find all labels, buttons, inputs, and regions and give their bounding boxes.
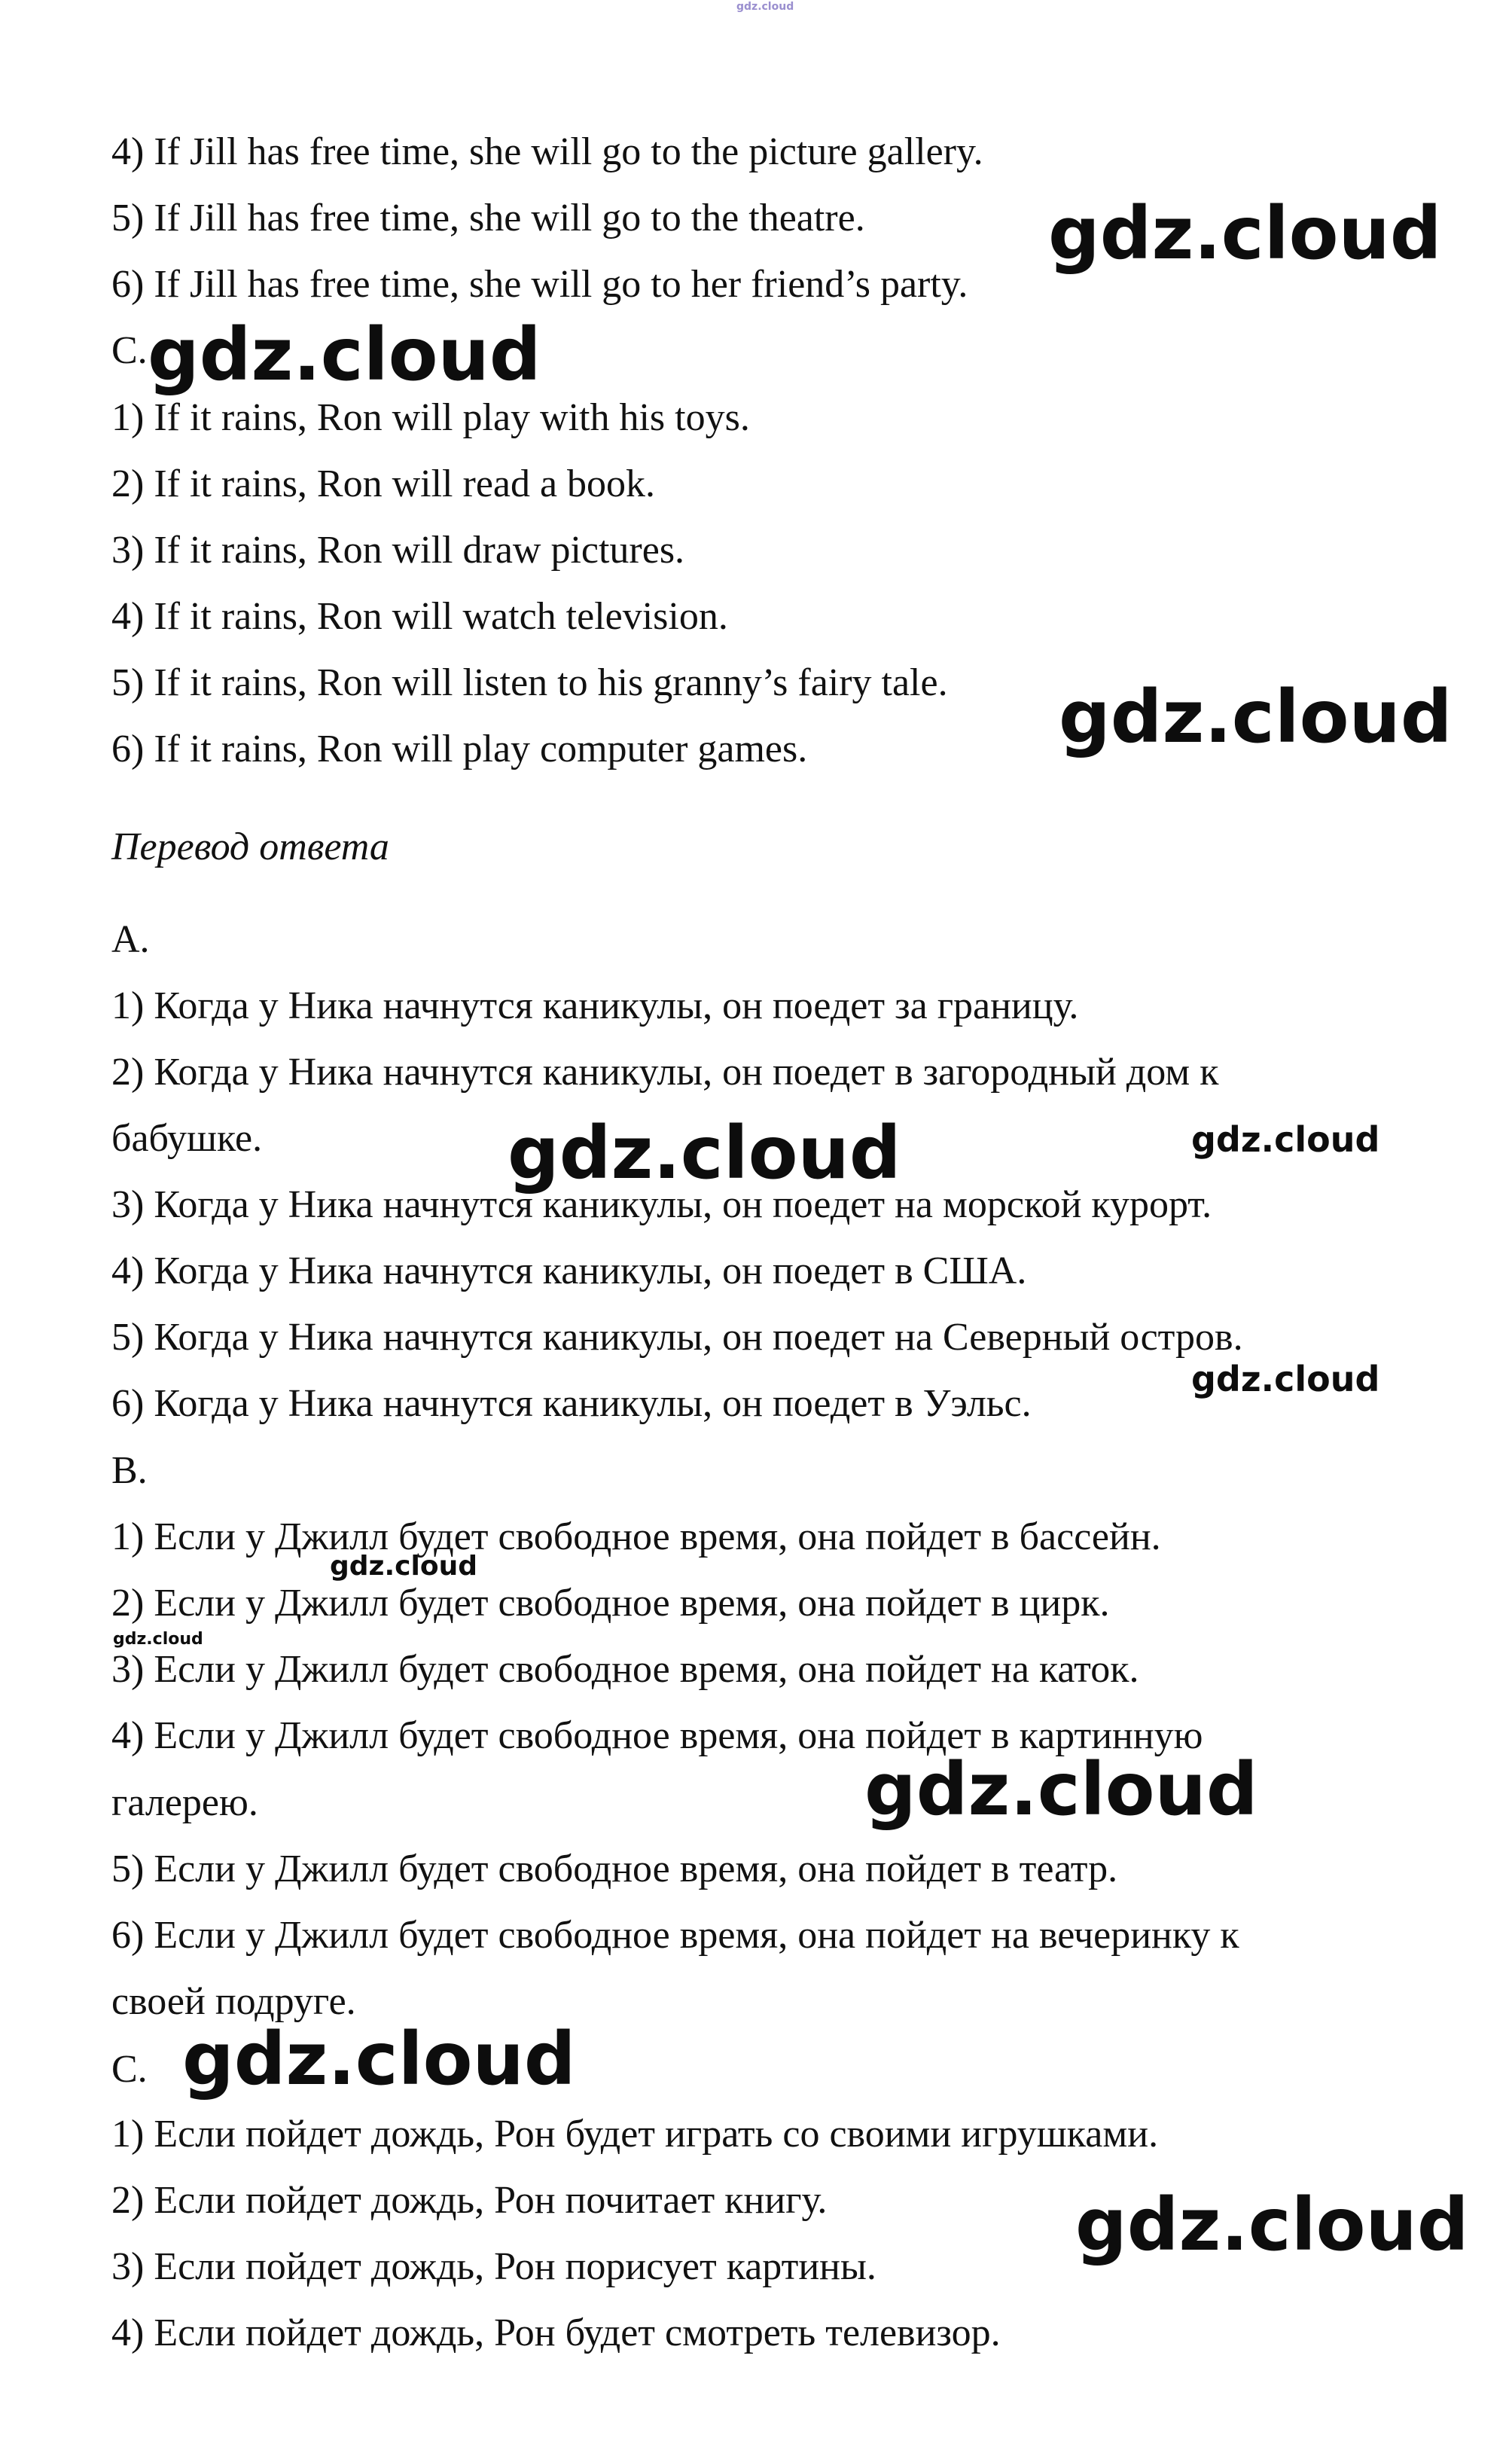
watermark: gdz.cloud [1191,1119,1380,1160]
text-line: 5) If Jill has free time, she will go to the theatre. [111,197,865,240]
text-line: 2) Если пойдет дождь, Рон почитает книгу. [111,2179,828,2222]
text-line: 6) If it rains, Ron will play computer games. [111,728,808,770]
section-label: A. [111,918,150,961]
watermark: gdz.cloud [1191,1359,1380,1399]
section-label: C. [111,2048,148,2091]
text-line: 4) If it rains, Ron will watch television. [111,595,728,638]
text-line: 4) Если у Джилл будет свободное время, она пойдет в картинную [111,1714,1203,1757]
text-line: 1) Если у Джилл будет свободное время, она пойдет в бассейн. [111,1515,1161,1558]
text-line: 1) Когда у Ника начнутся каникулы, он поедет за границу. [111,984,1079,1027]
text-line: 5) Если у Джилл будет свободное время, она пойдет в театр. [111,1848,1118,1890]
text-line: 2) Когда у Ника начнутся каникулы, он поедет в загородный дом к [111,1051,1219,1094]
text-line: 3) Когда у Ника начнутся каникулы, он поедет на морской курорт. [111,1183,1212,1226]
text-line: 6) If Jill has free time, she will go to her friend’s party. [111,263,968,306]
text-line: 3) Если у Джилл будет свободное время, она пойдет на каток. [111,1648,1139,1691]
text-line: 4) Если пойдет дождь, Рон будет смотреть телевизор. [111,2311,1001,2354]
watermark: gdz.cloud [1075,2183,1469,2267]
watermark: gdz.cloud [182,2017,576,2101]
watermark: gdz.cloud [864,1747,1258,1832]
text-line: 4) If Jill has free time, she will go to the picture gallery. [111,130,983,173]
page-top-mark: gdz.cloud [736,1,794,13]
text-line: 4) Когда у Ника начнутся каникулы, он поедет в США. [111,1249,1027,1292]
text-line: 1) Если пойдет дождь, Рон будет играть со своими игрушками. [111,2113,1159,2156]
text-line: 5) Когда у Ника начнутся каникулы, он поедет на Северный остров. [111,1316,1243,1359]
text-line: 6) Если у Джилл будет свободное время, она пойдет на вечеринку к [111,1914,1239,1957]
translation-heading: Перевод ответа [111,825,389,868]
watermark: gdz.cloud [330,1551,477,1582]
watermark: gdz.cloud [113,1630,203,1649]
text-line: 6) Когда у Ника начнутся каникулы, он поедет в Уэльс. [111,1382,1032,1425]
text-line: 1) If it rains, Ron will play with his toys. [111,396,750,439]
watermark: gdz.cloud [1048,191,1442,276]
text-line: 3) If it rains, Ron will draw pictures. [111,529,685,572]
text-line: галерею. [111,1781,258,1824]
watermark: gdz.cloud [148,313,541,397]
text-line: 2) Если у Джилл будет свободное время, она пойдет в цирк. [111,1582,1110,1625]
text-line: 2) If it rains, Ron will read a book. [111,462,656,505]
section-label: B. [111,1449,148,1492]
section-label: C. [111,329,148,372]
watermark: gdz.cloud [508,1111,901,1195]
text-line: 3) Если пойдет дождь, Рон порисует картины. [111,2245,876,2288]
text-line: 5) If it rains, Ron will listen to his granny’s fairy tale. [111,661,948,704]
watermark: gdz.cloud [1059,675,1453,759]
text-line: своей подруге. [111,1980,356,2023]
text-line: бабушке. [111,1117,263,1160]
